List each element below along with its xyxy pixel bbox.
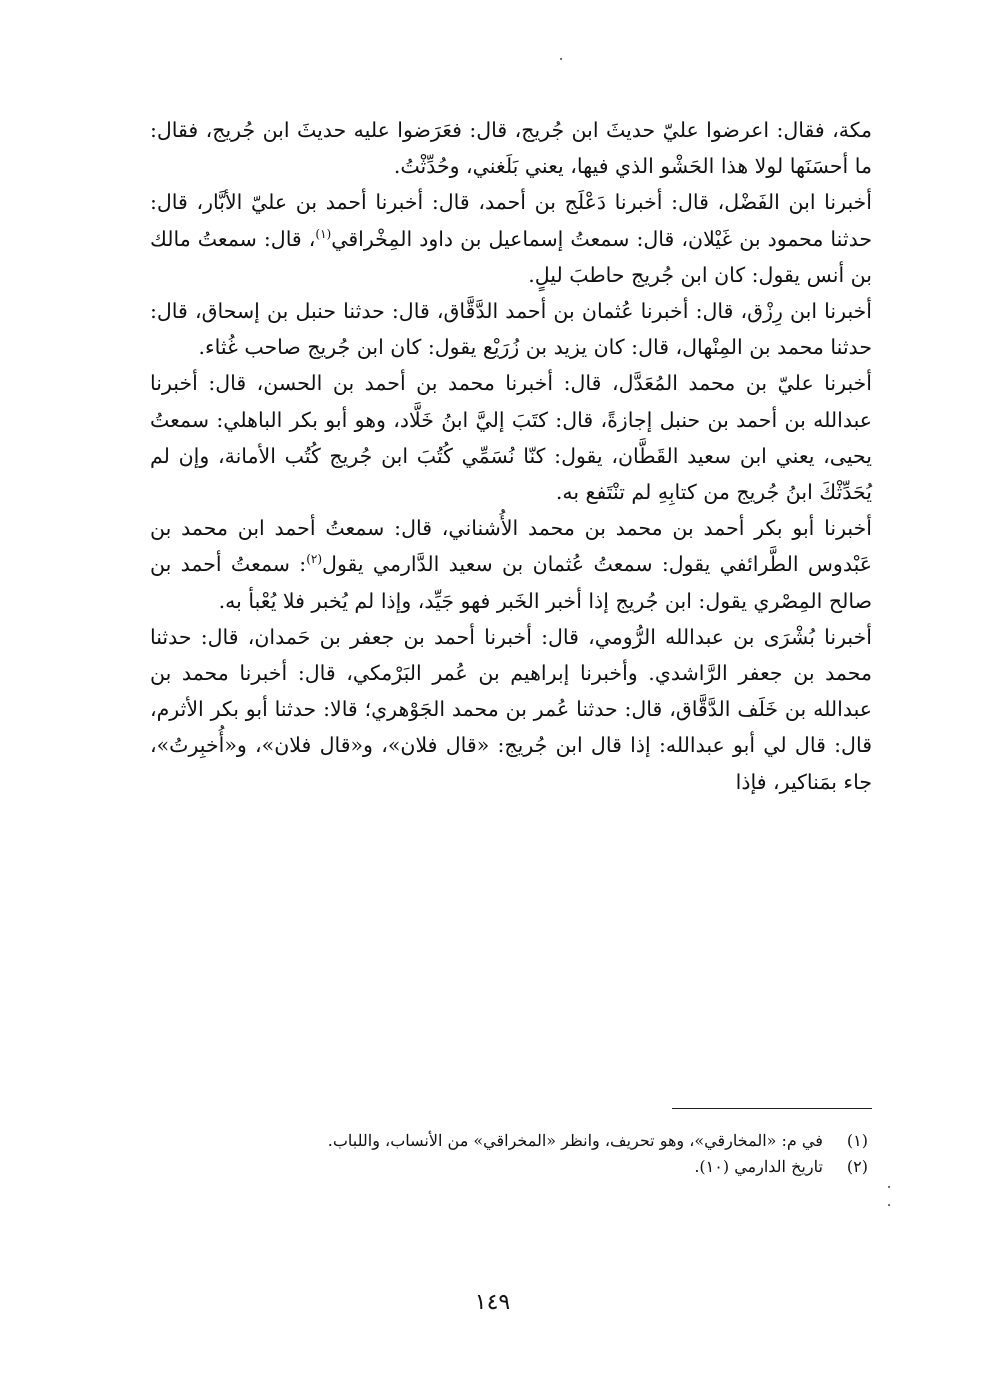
paragraph-5 [150, 510, 872, 619]
footnote-2 [150, 1154, 872, 1180]
footnote-1-text: في م: «المخارقي»، وهو تحريف، وانظر «المخراقي» من الأنساب، واللباب. [327, 1131, 823, 1150]
footnote-1 [150, 1128, 872, 1154]
paragraph-5-text-b: : سمعتُ أحمد بن صالح المِصْري يقول: ابن جُريج إذا أخبر الخَبر فهو جَيِّد، وإذا لم يُخبر فلا يُعْبأ به. [150, 552, 872, 613]
paragraph-1: مكة، فقال: اعرضوا عليّ حديثَ ابن جُريج، قال: فعَرَضوا عليه حديثَ ابن جُريج، فقال: ما أحسَنَها لولا هذا الحَشْو الذي فيها، يعني بَلَغني، وحُدِّثْتُ. [150, 118, 872, 179]
footnote-2-number: (٢) [846, 1157, 868, 1176]
main-text-block [150, 112, 872, 800]
footnote-divider [672, 1108, 872, 1109]
scan-speck [888, 1204, 890, 1206]
paragraph-2-text-b: ، قال: سمعتُ مالك بن أنس يقول: كان ابن جُريج حاطبَ ليلٍ. [150, 226, 872, 287]
paragraph-6: أخبرنا بُشْرَى بن عبدالله الرُّومي، قال: أخبرنا أحمد بن جعفر بن حَمدان، قال: حدثنا محمد بن جعفر الرَّاشدي. وأخبرنا إبراهيم بن عُمر البَرْمكي، قال: أخبرنا محمد بن عبدالله بن خَلَف الدَّقَّاق، قال: حدثنا عُمر بن محمد الجَوْهري؛ قالا: حدثنا أبو بكر الأثرم، قال: قال لي أبو عبدالله: إذا قال ابن جُريج: «قال فلان»، و«قال فلان»، و«أُخبِرتُ»، جاء بمَناكير، فإذا [150, 624, 872, 794]
footnote-ref-2[interactable]: (٢) [306, 552, 323, 567]
footnote-ref-1[interactable]: (١) [315, 226, 332, 241]
paragraph-2-text-a: أخبرنا ابن الفَضْل، قال: أخبرنا دَعْلَج بن أحمد، قال: أخبرنا أحمد بن عليّ الأبَّار، قال: حدثنا محمود بن غَيْلان، قال: سمعتُ إسماعيل بن داود المِخْراقي [150, 190, 873, 251]
paragraph-2 [150, 184, 872, 293]
page-number: ١٤٩ [474, 1290, 511, 1315]
footnotes-block [150, 1128, 872, 1180]
footnote-1-number: (١) [846, 1131, 868, 1150]
scan-speck [560, 58, 562, 60]
paragraph-3: أخبرنا ابن رِزْق، قال: أخبرنا عُثمان بن أحمد الدَّقَّاق، قال: حدثنا حنبل بن إسحاق، قال: حدثنا محمد بن المِنْهال، قال: كان يزيد بن زُرَيْع يقول: كان ابن جُريج صاحب غُثاء. [150, 299, 872, 360]
paragraph-5-text-a: أخبرنا أبو بكر أحمد بن محمد بن محمد الأُشناني، قال: سمعتُ أحمد ابن محمد بن عَبْدوس الطَّرائفي يقول: سمعتُ عُثمان بن سعيد الدَّارمي يقول [150, 516, 872, 577]
paragraph-4: أخبرنا عليّ بن محمد المُعَدَّل، قال: أخبرنا محمد بن أحمد بن الحسن، قال: أخبرنا عبدالله بن أحمد بن حنبل إجازةً، قال: كتَبَ إليَّ ابنُ خَلَّاد، وهو أبو بكر الباهلي: سمعتُ يحيى، يعني ابن سعيد القَطَّان، يقول: كنّا نُسَمِّي كُتُبَ ابن جُريج كُتُب الأمانة، وإن لم يُحَدِّثْكَ ابنُ جُريج من كتابِهِ لم تنْتَفع به. [150, 371, 872, 505]
scan-speck [888, 1186, 890, 1188]
footnote-2-text: تاريخ الدارمي (١٠). [694, 1157, 823, 1176]
